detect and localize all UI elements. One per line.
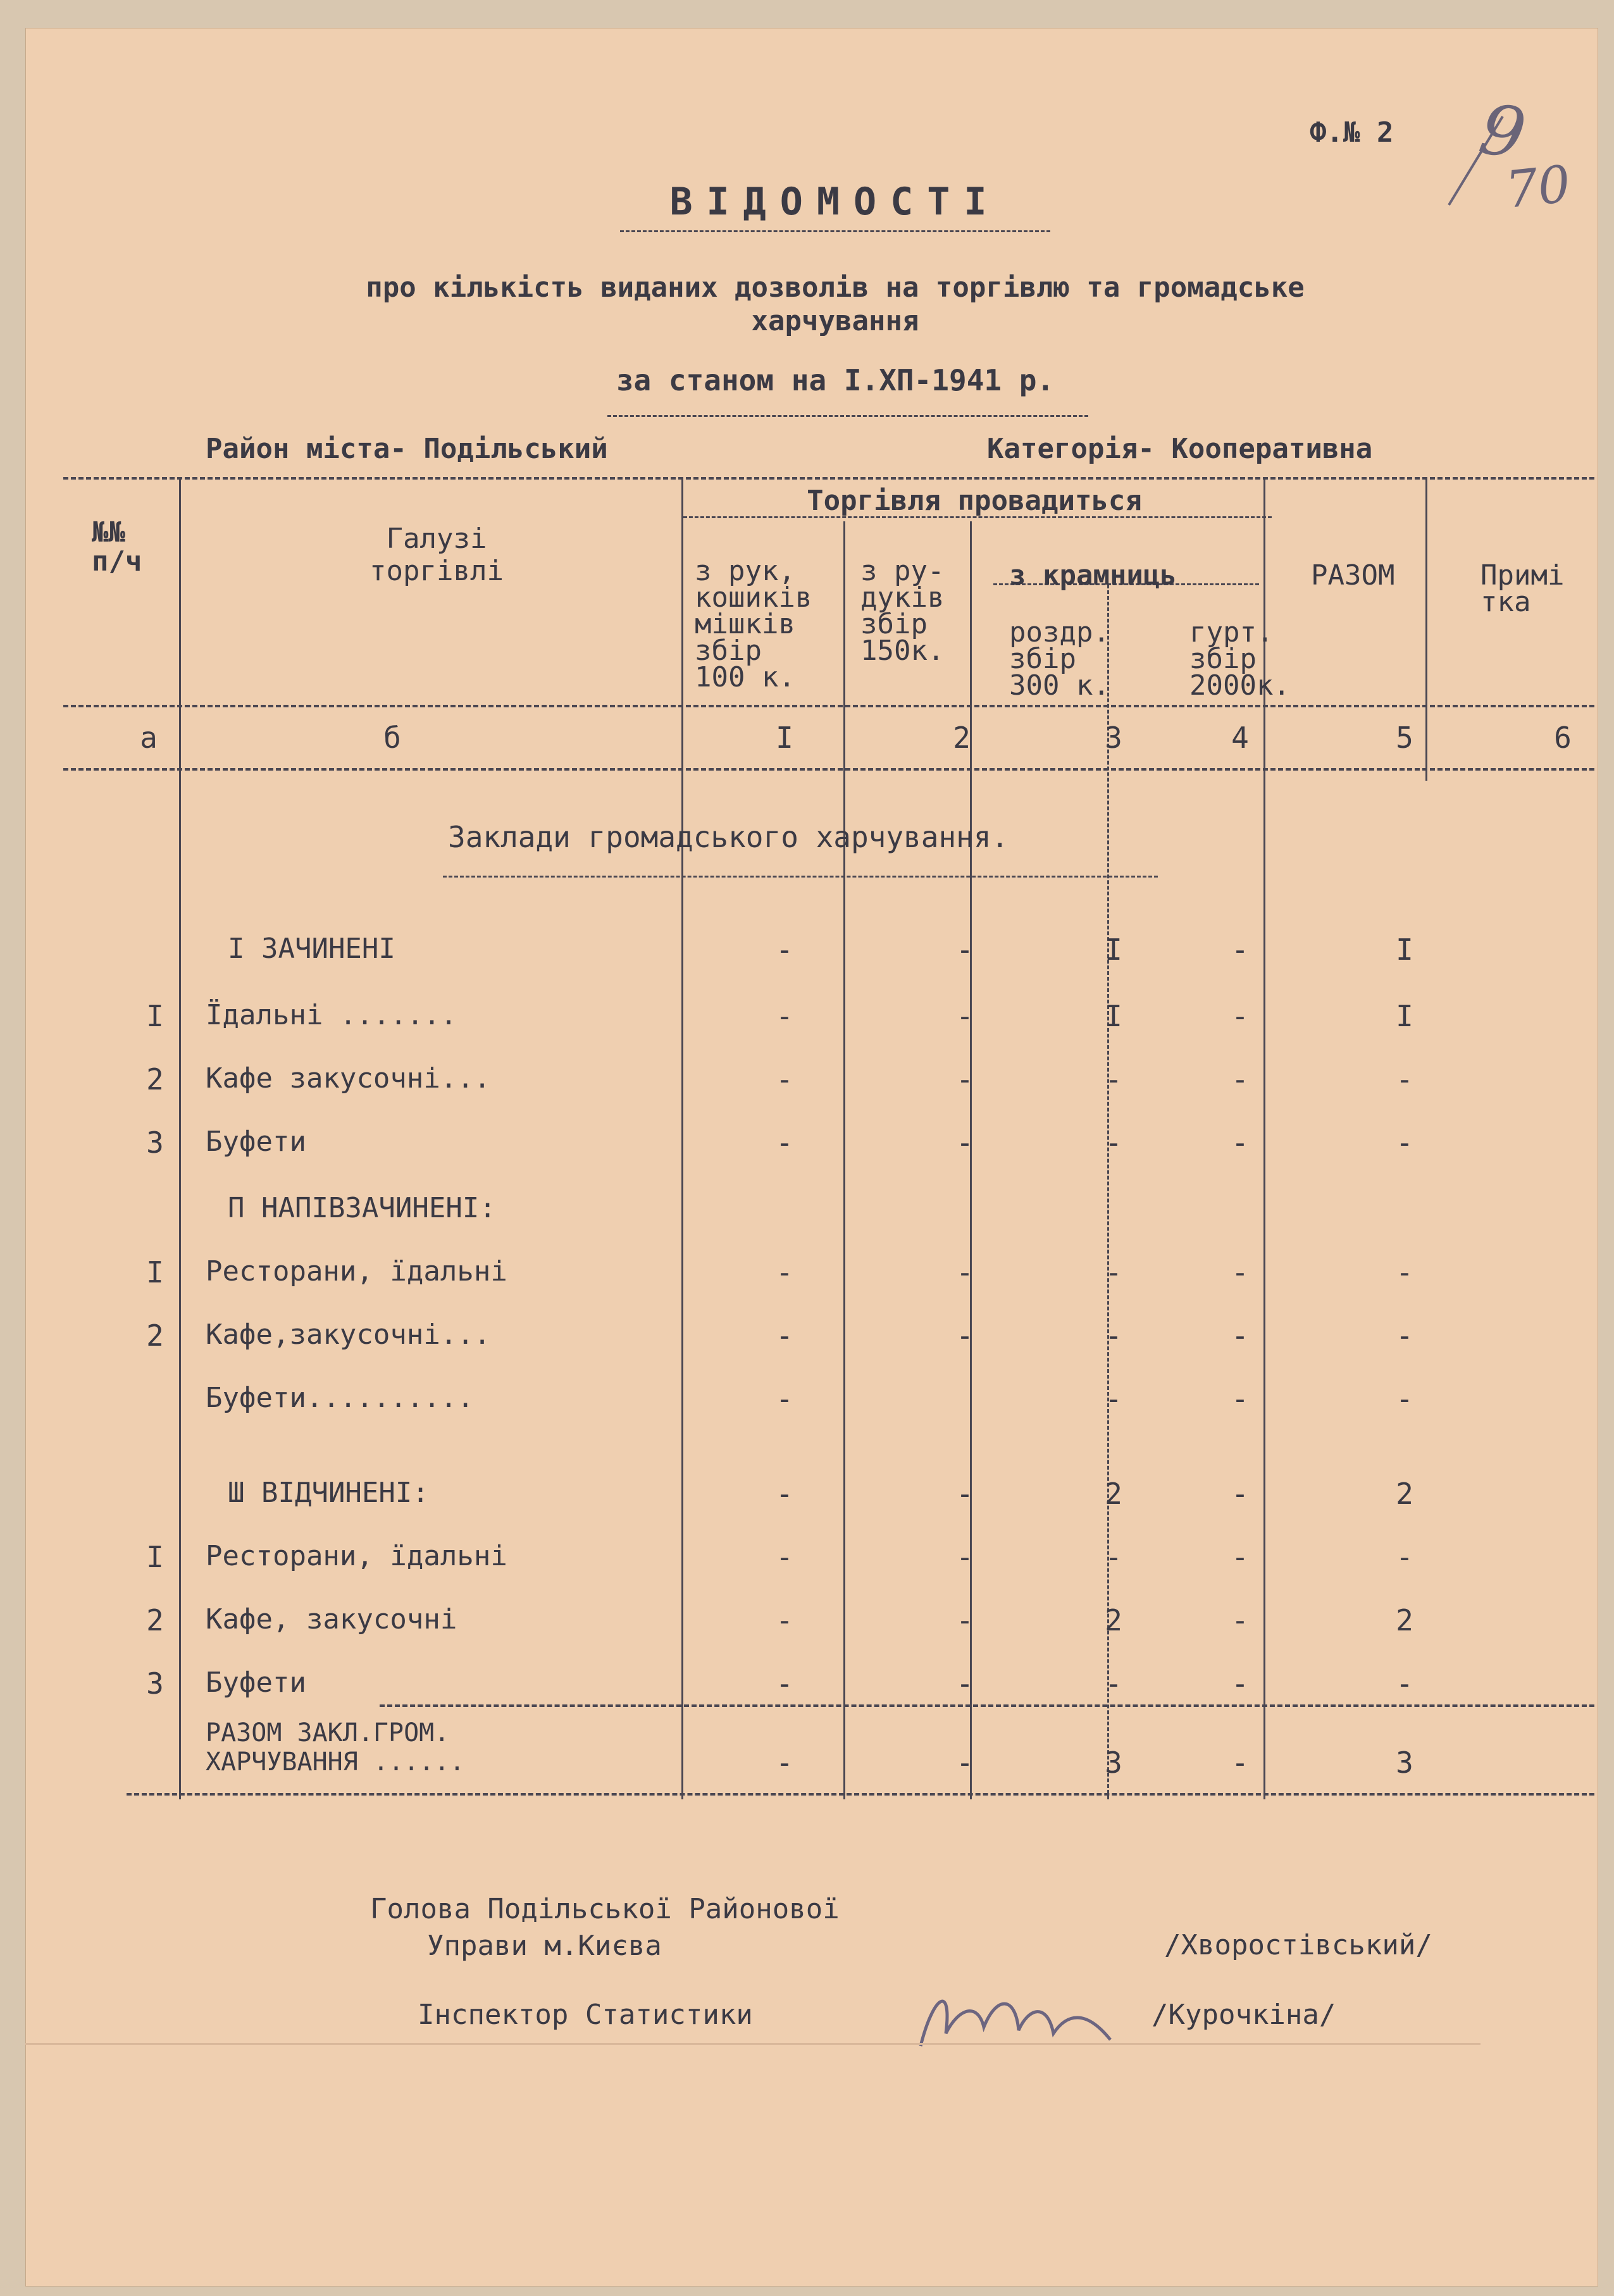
row-value-c4: - [1231, 933, 1249, 967]
row-value-c3: І [1105, 933, 1122, 967]
row-branch-name: Кафе, закусочні [206, 1603, 457, 1635]
row-branch-name: Буфети [206, 1126, 306, 1158]
row-value-c4: - [1231, 1062, 1249, 1096]
index-a: а [140, 721, 158, 755]
row-value-c5: 2 [1396, 1477, 1413, 1511]
district-label: Район міста- Подільський [206, 433, 608, 465]
col-divider-hands [843, 521, 845, 1799]
row-value-c4: - [1231, 1666, 1249, 1701]
row-value-c1: - [776, 1666, 793, 1701]
row-value-c3: 2 [1105, 1477, 1122, 1511]
form-number: Ф.№ 2 [1310, 116, 1394, 149]
date-underline [607, 415, 1088, 417]
category-label: Категорія- Кооперативна [987, 433, 1373, 465]
row-value-c4: - [1231, 1319, 1249, 1353]
handwritten-signature [908, 1970, 1123, 2065]
row-branch-name: Ш ВІДЧИНЕНІ: [228, 1477, 429, 1509]
row-number: 2 [146, 1319, 164, 1353]
row-value-c5: 2 [1396, 1603, 1413, 1637]
row-value-c1: - [776, 1126, 793, 1160]
bleed-through-line [25, 2043, 1481, 2045]
handwritten-page-number: 9 [1474, 87, 1532, 176]
col-header-wholesale: гурт. збір 2000к. [1189, 616, 1290, 702]
row-branch-name: І ЗАЧИНЕНІ [228, 933, 395, 965]
col-header-note: Примі тка [1481, 559, 1565, 618]
header-bottom-border [63, 705, 1594, 707]
row-value-c1: - [776, 1540, 793, 1574]
row-value-c3: - [1105, 1382, 1122, 1416]
row-value-c4: - [1231, 1603, 1249, 1637]
row-value-c3: - [1105, 1255, 1122, 1289]
total-c4: - [1231, 1746, 1249, 1780]
row-value-c5: І [1396, 999, 1413, 1033]
col-header-stalls: з ру- дуків збір 150к. [860, 555, 945, 667]
row-value-c1: - [776, 1255, 793, 1289]
group-header-shops: з крамниць [1009, 559, 1177, 592]
row-value-c5: - [1396, 1319, 1413, 1353]
row-value-c3: - [1105, 1540, 1122, 1574]
row-value-c5: І [1396, 933, 1413, 967]
row-value-c3: - [1105, 1062, 1122, 1096]
row-branch-name: Ресторани, їдальні [206, 1255, 507, 1288]
index-5: 5 [1396, 721, 1413, 755]
row-value-c5: - [1396, 1255, 1413, 1289]
row-value-c2: - [956, 933, 974, 967]
document-sheet [25, 28, 1598, 2287]
row-value-c4: - [1231, 1382, 1249, 1416]
row-value-c2: - [956, 1666, 974, 1701]
total-top-border [380, 1704, 1594, 1707]
row-value-c2: - [956, 1062, 974, 1096]
row-value-c4: - [1231, 1255, 1249, 1289]
row-value-c3: - [1105, 1126, 1122, 1160]
title-underline [620, 230, 1050, 232]
row-value-c2: - [956, 999, 974, 1033]
row-number: І [146, 1540, 164, 1574]
table-bottom-border [127, 1793, 1594, 1796]
row-number: І [146, 1255, 164, 1289]
total-row-label: РАЗОМ ЗАКЛ.ГРОМ. ХАРЧУВАННЯ ...... [206, 1718, 465, 1777]
row-value-c4: - [1231, 999, 1249, 1033]
index-b: б [383, 721, 401, 755]
row-value-c1: - [776, 999, 793, 1033]
section-underline [443, 876, 1158, 878]
index-3: 3 [1105, 721, 1122, 755]
row-value-c4: - [1231, 1477, 1249, 1511]
row-value-c2: - [956, 1477, 974, 1511]
row-value-c1: - [776, 1062, 793, 1096]
row-value-c2: - [956, 1603, 974, 1637]
row-value-c2: - [956, 1255, 974, 1289]
row-value-c2: - [956, 1126, 974, 1160]
row-value-c5: - [1396, 1126, 1413, 1160]
total-c3: 3 [1105, 1746, 1122, 1780]
row-number: 2 [146, 1062, 164, 1096]
subtitle-line2: харчування [751, 305, 919, 337]
row-branch-name: Кафе закусочні... [206, 1062, 491, 1095]
row-value-c4: - [1231, 1126, 1249, 1160]
row-value-c3: І [1105, 999, 1122, 1033]
head-signatory-name: /Хворостівський/ [1164, 1929, 1432, 1961]
index-6: 6 [1554, 721, 1572, 755]
row-branch-name: Їдальні ....... [206, 999, 457, 1031]
subtitle-line1: про кількість виданих дозволів на торгівлю та громадське [366, 271, 1305, 304]
row-value-c5: - [1396, 1540, 1413, 1574]
col-header-num: №№ п/ч [92, 516, 142, 578]
section-title: Заклади громадського харчування. [448, 820, 1009, 854]
col-header-total: РАЗОМ [1311, 559, 1395, 592]
inspector-title: Інспектор Статистики [418, 1999, 753, 2031]
row-value-c5: - [1396, 1382, 1413, 1416]
row-value-c2: - [956, 1540, 974, 1574]
total-c5: 3 [1396, 1746, 1413, 1780]
row-value-c1: - [776, 1477, 793, 1511]
row-value-c3: - [1105, 1666, 1122, 1701]
row-number: І [146, 999, 164, 1033]
col-header-retail: роздр. збір 300 к. [1009, 616, 1110, 702]
col-header-branch-line2: торгівлі [369, 555, 504, 587]
handwritten-sheet-number: 70 [1503, 154, 1574, 220]
col-header-hands: з рук, кошиків мішків збір 100 к. [695, 555, 812, 693]
table-top-border [63, 477, 1594, 480]
row-value-c1: - [776, 933, 793, 967]
document-title: ВІДОМОСТІ [669, 180, 1001, 224]
row-number: 3 [146, 1666, 164, 1701]
row-branch-name: П НАПІВЗАЧИНЕНІ: [228, 1192, 496, 1224]
row-value-c1: - [776, 1382, 793, 1416]
row-value-c5: - [1396, 1666, 1413, 1701]
row-value-c1: - [776, 1319, 793, 1353]
index-2: 2 [953, 721, 971, 755]
row-number: 3 [146, 1126, 164, 1160]
index-1: І [776, 721, 793, 755]
inspector-name: /Курочкіна/ [1152, 1999, 1336, 2031]
total-c2: - [956, 1746, 974, 1780]
row-branch-name: Кафе,закусочні... [206, 1319, 491, 1351]
row-branch-name: Ресторани, їдальні [206, 1540, 507, 1572]
head-signatory: Голова Подільської Районової Управи м.Києва [370, 1893, 840, 1962]
index-row-border [63, 768, 1594, 771]
col-divider-num [179, 477, 181, 1799]
col-divider-branch [681, 477, 683, 1799]
index-4: 4 [1231, 721, 1249, 755]
group-header-trade: Торгівля провадиться [807, 485, 1142, 517]
pencil-stroke [1443, 91, 1594, 218]
row-value-c5: - [1396, 1062, 1413, 1096]
row-value-c3: 2 [1105, 1603, 1122, 1637]
row-branch-name: Буфети [206, 1666, 306, 1699]
col-header-branch-line1: Галузі [386, 523, 487, 555]
row-branch-name: Буфети.......... [206, 1382, 474, 1414]
row-value-c2: - [956, 1319, 974, 1353]
total-c1: - [776, 1746, 793, 1780]
row-number: 2 [146, 1603, 164, 1637]
row-value-c4: - [1231, 1540, 1249, 1574]
row-value-c3: - [1105, 1319, 1122, 1353]
as-of-date: за станом на І.ХП-1941 р. [616, 363, 1055, 397]
row-value-c1: - [776, 1603, 793, 1637]
